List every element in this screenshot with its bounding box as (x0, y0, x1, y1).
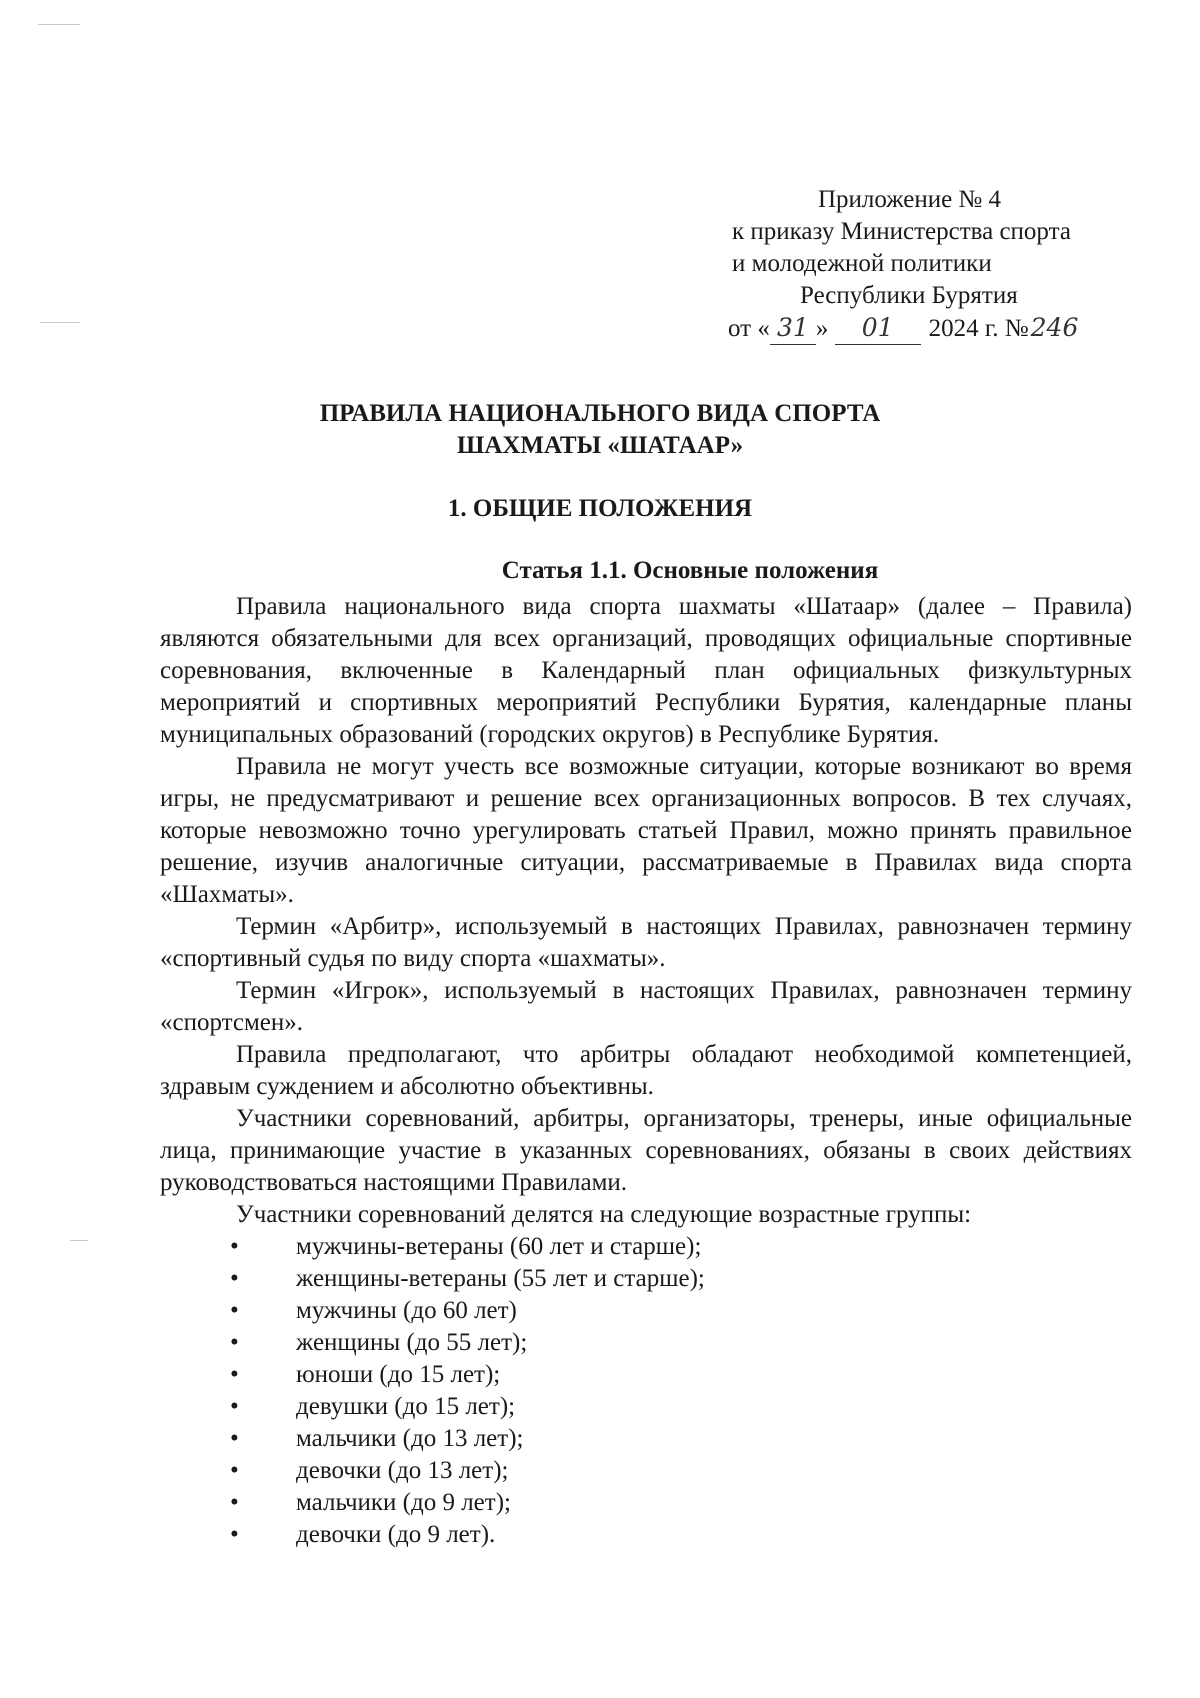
date-year: 2024 г. № (928, 315, 1029, 342)
list-item (160, 1263, 1132, 1295)
list-item-text: мужчины (до 60 лет) (296, 1297, 517, 1324)
list-item (160, 1391, 1132, 1423)
list-item (160, 1455, 1132, 1487)
article-heading: Статья 1.1. Основные положения (501, 557, 879, 584)
paragraph: Участники соревнований делятся на следующие возрастные группы: (236, 1201, 972, 1228)
list-item-text: девушки (до 15 лет); (296, 1393, 516, 1420)
paragraph: Участники соревнований, арбитры, организаторы, тренеры, иные официальные лица, принимающие участие в указанных соревнованиях, обязаны в своих действиях руководствоваться настоящими Правилами. (160, 1105, 1132, 1196)
list-item (160, 1423, 1132, 1455)
document-title-line1: ПРАВИЛА НАЦИОНАЛЬНОГО ВИДА СПОРТА (319, 400, 881, 427)
list-item-text: мужчины-ветераны (60 лет и старше); (296, 1233, 702, 1260)
scan-speck (70, 1240, 88, 1241)
date-month: 01 (835, 312, 921, 345)
list-item (160, 1487, 1132, 1519)
date-mid: » (815, 315, 835, 342)
paragraph: Правила национального вида спорта шахматы «Шатаар» (далее – Правила) являются обязательными для всех организаций, проводящих официальные спортивные соревнования, включенные в Календарный план официальных физкультурных мероприятий и спортивных мероприятий Республики Бурятия, календарные планы муниципальных образований (городских округов) в Республике Бурятия. (160, 593, 1132, 748)
scan-speck (38, 24, 80, 25)
list-item-text: девочки (до 13 лет); (296, 1457, 509, 1484)
list-item (160, 1295, 1132, 1327)
bullet-icon: • (230, 1297, 239, 1324)
paragraph: Правила не могут учесть все возможные ситуации, которые возникают во время игры, не предусматривают и решение всех организационных вопросов. В тех случаях, которые невозможно точно урегулировать статьей Правил, можно принять правильное решение, изучив аналогичные ситуации, рассматриваемые в Правилах вида спорта «Шахматы». (160, 753, 1132, 908)
order-number: 246 (1030, 313, 1079, 342)
list-item (160, 1359, 1132, 1391)
bullet-icon: • (230, 1393, 239, 1420)
bullet-icon: • (230, 1265, 239, 1292)
order-date-line (728, 312, 1078, 345)
bullet-icon: • (230, 1425, 239, 1452)
document-body (160, 591, 1132, 1551)
bullet-icon: • (230, 1457, 239, 1484)
date-prefix: от « (728, 315, 770, 342)
republic-name: Республики Бурятия (800, 282, 1018, 309)
ministry-name: и молодежной политики (732, 250, 992, 277)
scan-speck (40, 322, 80, 323)
list-item-text: мальчики (до 13 лет); (296, 1425, 524, 1452)
appendix-number: Приложение № 4 (818, 186, 1002, 213)
order-reference: к приказу Министерства спорта (732, 218, 1071, 245)
date-day: 31 (770, 312, 816, 345)
age-groups-list (160, 1231, 1132, 1551)
document-title-line2: ШАХМАТЫ «ШАТААР» (456, 432, 744, 459)
list-item (160, 1519, 1132, 1551)
bullet-icon: • (230, 1521, 239, 1548)
list-item-text: юноши (до 15 лет); (296, 1361, 501, 1388)
list-item-text: женщины-ветераны (55 лет и старше); (296, 1265, 705, 1292)
list-item (160, 1327, 1132, 1359)
list-item-text: девочки (до 9 лет). (296, 1521, 496, 1548)
list-item (160, 1231, 1132, 1263)
bullet-icon: • (230, 1329, 239, 1356)
bullet-icon: • (230, 1489, 239, 1516)
list-item-text: мальчики (до 9 лет); (296, 1489, 511, 1516)
paragraph: Термин «Арбитр», используемый в настоящих Правилах, равнозначен термину «спортивный судья по виду спорта «шахматы». (160, 913, 1132, 972)
section-heading: 1. ОБЩИЕ ПОЛОЖЕНИЯ (447, 495, 753, 522)
paragraph: Правила предполагают, что арбитры обладают необходимой компетенцией, здравым суждением и абсолютно объективны. (160, 1041, 1132, 1100)
bullet-icon: • (230, 1361, 239, 1388)
bullet-icon: • (230, 1233, 239, 1260)
paragraph: Термин «Игрок», используемый в настоящих Правилах, равнозначен термину «спортсмен». (160, 977, 1132, 1036)
list-item-text: женщины (до 55 лет); (296, 1329, 528, 1356)
